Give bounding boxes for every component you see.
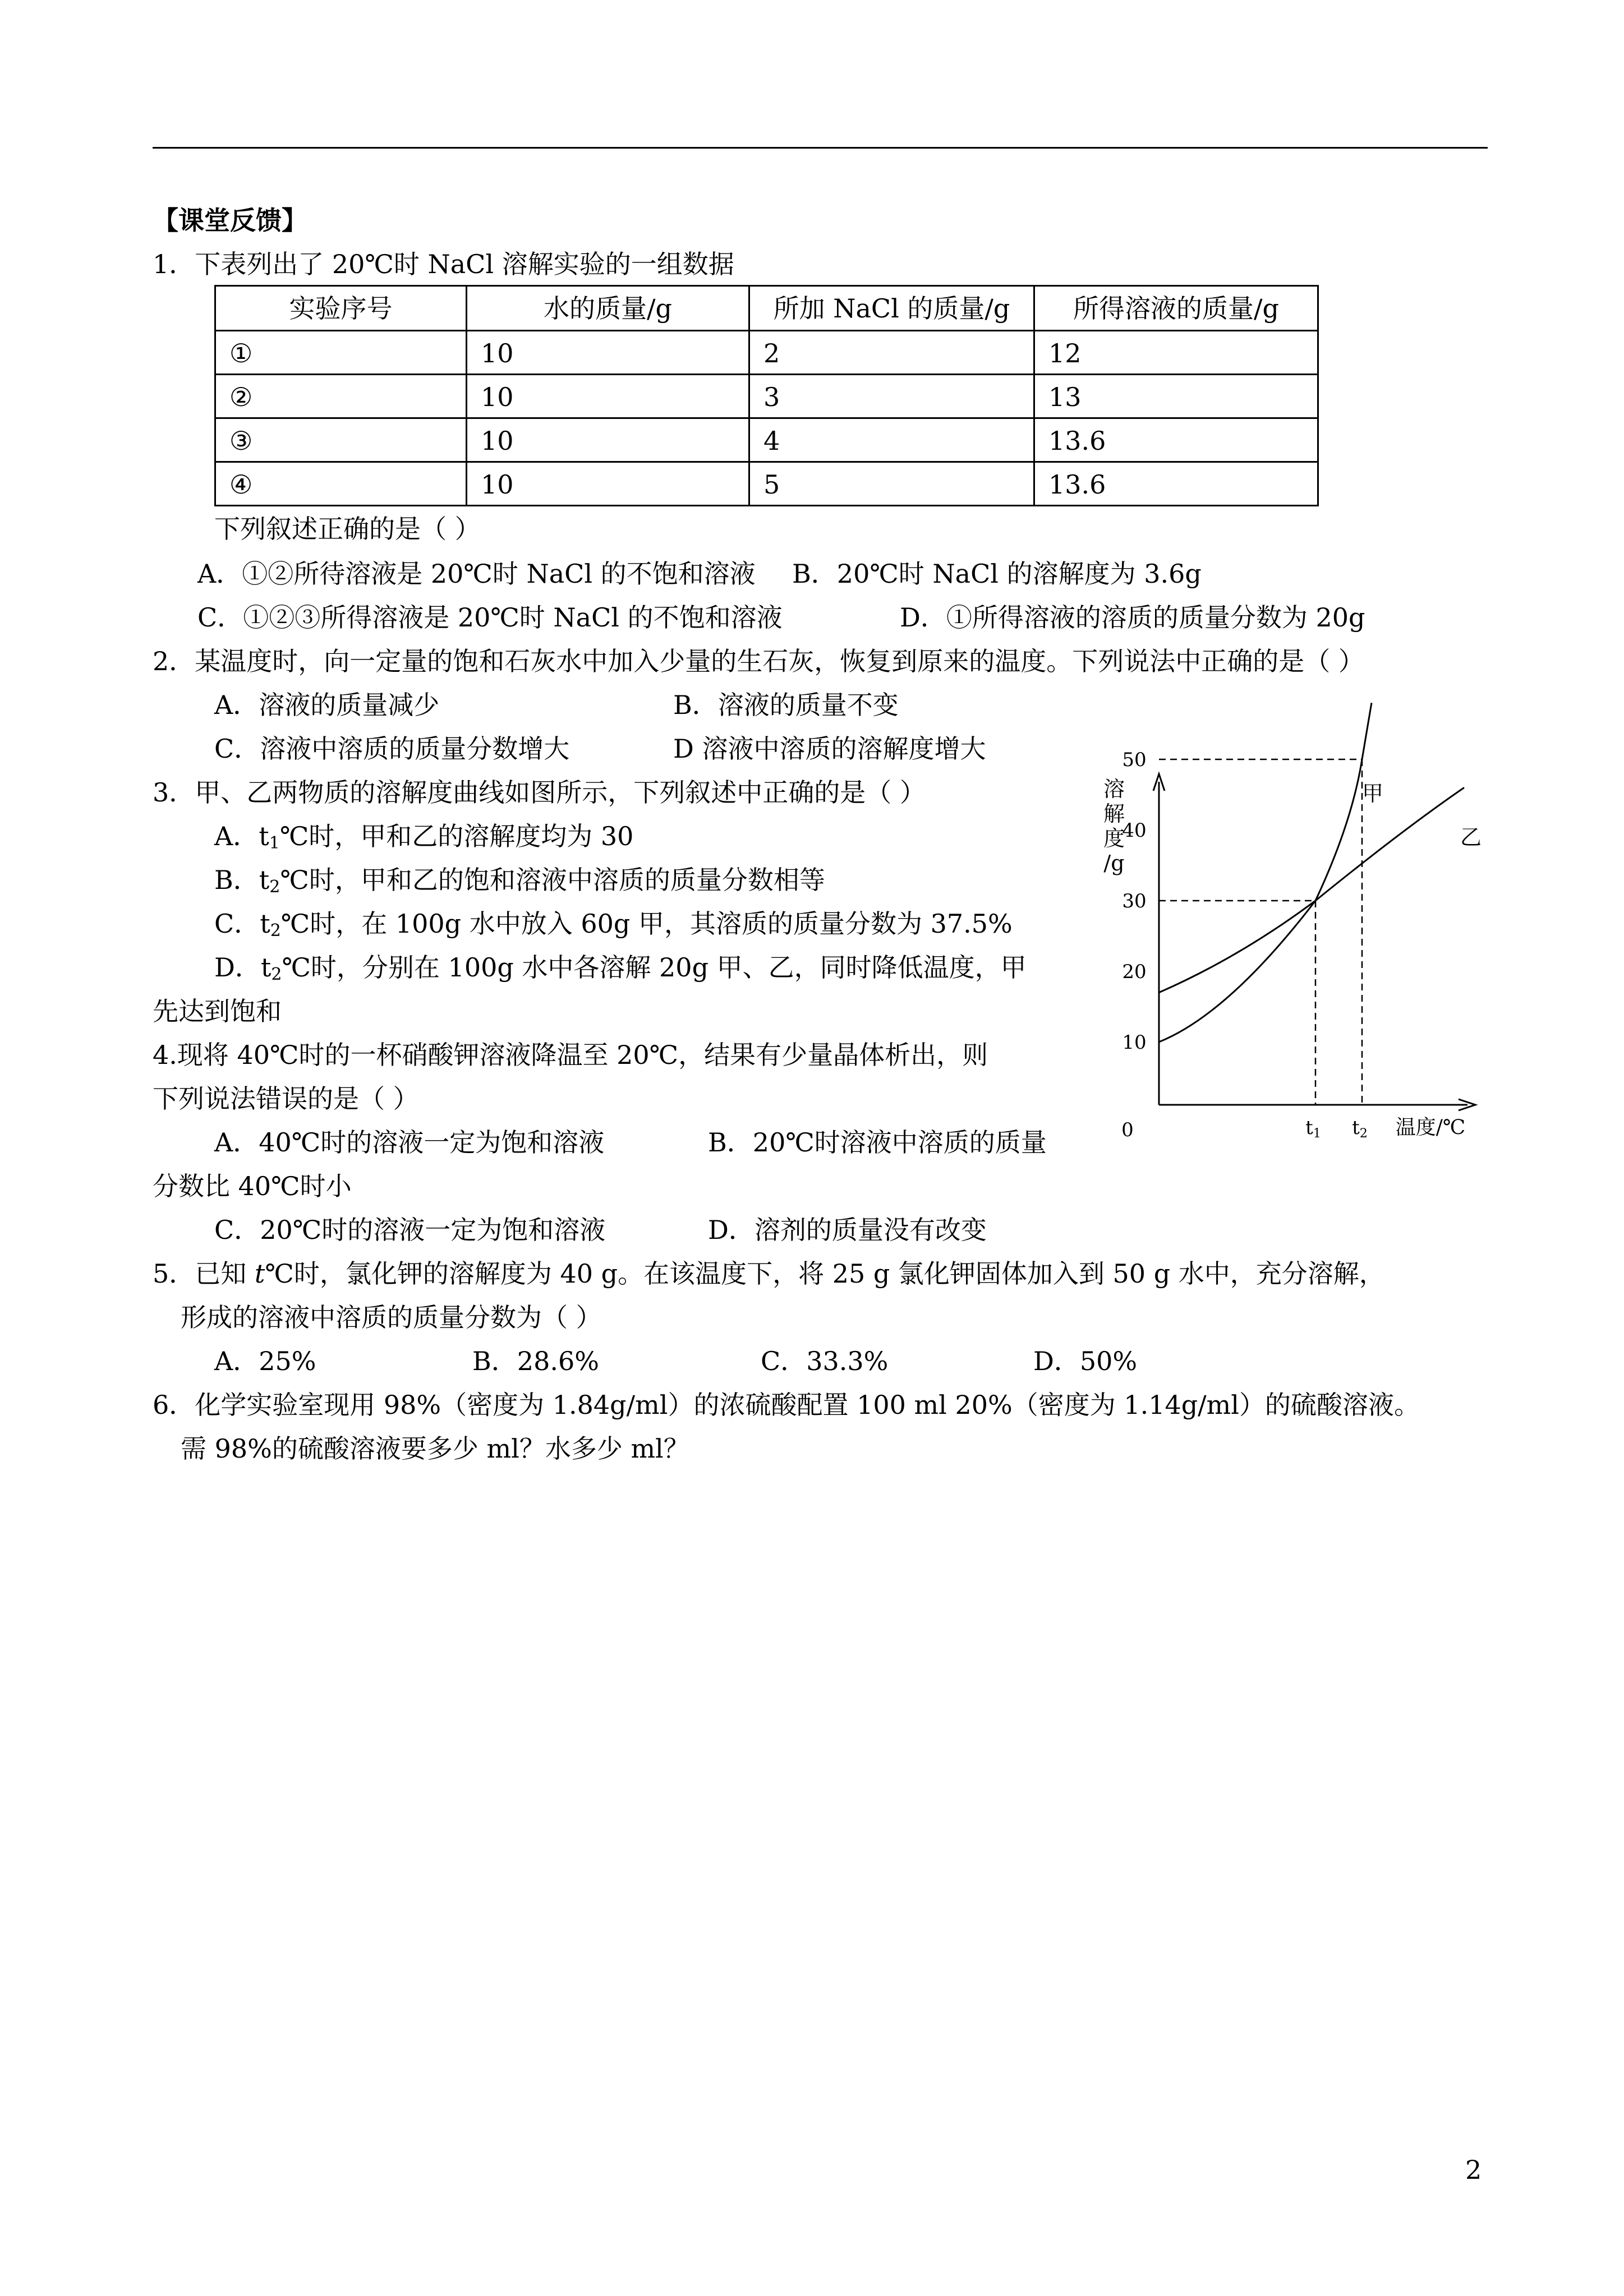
q3-option-d-cont: 先达到饱和 (153, 996, 282, 1026)
y-tick-label: 30 (1122, 890, 1147, 912)
table-cell (1033, 330, 1319, 375)
q3-stem: 3．甲、乙两物质的溶解度曲线如图所示，下列叙述中正确的是（ ） (153, 777, 926, 808)
y-axis-label: 解 (1103, 801, 1125, 826)
q4-option-b: B．20℃时溶液中溶质的质量 (708, 1127, 1047, 1158)
q5-option-c: C．33.3% (761, 1346, 889, 1376)
series-jia-curve (1159, 703, 1372, 1042)
table-cell-text: 3 (763, 382, 780, 412)
table-cell-text: 10 (481, 469, 514, 500)
table-header-cell (1033, 285, 1319, 331)
q5-option-d: D．50% (1033, 1346, 1138, 1376)
series-yi-curve (1159, 787, 1464, 992)
q4-option-b-cont: 分数比 40℃时小 (153, 1171, 352, 1201)
origin-label: 0 (1121, 1119, 1134, 1141)
table-cell-text: 13.6 (1048, 469, 1106, 500)
table-cell-text: 2 (763, 338, 780, 368)
table-header-text: 实验序号 (289, 293, 393, 324)
q2-stem: 2．某温度时，向一定量的饱和石灰水中加入少量的生石灰，恢复到原来的温度。下列说法中正确的是（ ） (153, 646, 1364, 676)
q4-option-d: D．溶剂的质量没有改变 (708, 1215, 987, 1245)
table-cell (748, 374, 1035, 419)
solubility-curve-chart (1088, 749, 1515, 1155)
table-cell-text: ② (229, 382, 253, 412)
q2-option-d: D 溶液中溶质的溶解度增大 (673, 734, 986, 764)
q5-stem-line1: 5．已知 t℃时，氯化钾的溶解度为 40 g。在该温度下，将 25 g 氯化钾固体加入到 50 g 水中，充分溶解， (153, 1258, 1385, 1289)
q1-stem: 1．下表列出了 20℃时 NaCl 溶解实验的一组数据 (153, 249, 734, 279)
y-tick-label: 10 (1122, 1031, 1147, 1054)
series-jia-label: 甲 (1361, 781, 1384, 806)
q1-option-a: A．①②所待溶液是 20℃时 NaCl 的不饱和溶液 (197, 559, 756, 589)
q4-stem-line2: 下列说法错误的是（ ） (153, 1084, 419, 1114)
table-cell (466, 417, 750, 463)
q5-option-a: A．25% (214, 1346, 316, 1376)
q6-stem-line1: 6．化学实验室现用 98%（密度为 1.84g/ml）的浓硫酸配置 100 ml 20%（密度为 1.14g/ml）的硫酸溶液。 (153, 1390, 1420, 1420)
q6-stem-line2: 需 98%的硫酸溶液要多少 ml？水多少 ml？ (181, 1433, 689, 1464)
table-cell (214, 374, 467, 419)
q4-option-a: A．40℃时的溶液一定为饱和溶液 (214, 1127, 605, 1158)
table-cell-text: 13.6 (1048, 426, 1106, 456)
table-header-text: 水的质量/g (544, 293, 672, 324)
table-header-cell (748, 285, 1035, 331)
table-cell (466, 461, 750, 506)
table-cell (748, 461, 1035, 506)
table-header-cell (214, 285, 467, 331)
table-cell-text: 10 (481, 426, 514, 456)
q4-option-c: C．20℃时的溶液一定为饱和溶液 (214, 1215, 606, 1245)
x-tick-label: t2 (1352, 1117, 1368, 1141)
q5-option-b: B．28.6% (472, 1346, 599, 1376)
table-cell-text: ③ (229, 426, 253, 456)
y-tick-label: 50 (1122, 749, 1147, 771)
q1-option-d: D．①所得溶液的溶质的质量分数为 20g (900, 602, 1365, 633)
table-cell (466, 330, 750, 375)
y-tick-label: 20 (1122, 961, 1147, 983)
table-cell (466, 374, 750, 419)
x-axis-label: 温度/℃ (1395, 1116, 1466, 1139)
table-cell-text: 4 (763, 426, 780, 456)
q1-question: 下列叙述正确的是（ ） (214, 514, 481, 544)
series-yi-label: 乙 (1460, 825, 1482, 850)
q5-stem-line2: 形成的溶液中溶质的质量分数为（ ） (181, 1302, 602, 1333)
q4-stem-line1: 4.现将 40℃时的一杯硝酸钾溶液降温至 20℃，结果有少量晶体析出，则 (153, 1040, 988, 1070)
table-cell-text: 10 (481, 338, 514, 368)
y-axis-label: 度 (1103, 826, 1125, 851)
x-tick-label: t1 (1305, 1117, 1321, 1141)
q1-option-b: B．20℃时 NaCl 的溶解度为 3.6g (792, 559, 1202, 589)
table-cell (748, 417, 1035, 463)
table-cell (1033, 417, 1319, 463)
table-cell-text: ① (229, 338, 253, 368)
y-axis-label: 溶 (1103, 777, 1125, 801)
table-cell-text: 12 (1048, 338, 1082, 368)
q3-option-d: D．$t_2℃$时，分别在 100g 水中各溶解 20g 甲、乙，同时降低温度，甲 (214, 952, 1027, 984)
table-cell-text: 13 (1048, 382, 1082, 412)
y-axis-label: /g (1103, 851, 1125, 875)
table-cell (214, 461, 467, 506)
q3-option-a: A．$t_1℃$时，甲和乙的溶解度均为 30 (214, 821, 634, 853)
table-cell-text: 10 (481, 382, 514, 412)
table-cell (214, 417, 467, 463)
q2-option-a: A．溶液的质量减少 (214, 690, 440, 720)
table-cell (748, 330, 1035, 375)
q2-option-b: B．溶液的质量不变 (673, 690, 899, 720)
header-rule (153, 147, 1488, 149)
table-header-text: 所得溶液的质量/g (1073, 293, 1279, 324)
table-cell (214, 330, 467, 375)
table-cell-text: 5 (763, 469, 780, 500)
table-cell-text: ④ (229, 469, 253, 500)
y-tick-label: 40 (1122, 819, 1147, 842)
q3-option-c: C．$t_2℃$时，在 100g 水中放入 60g 甲，其溶质的质量分数为 37.5% (214, 909, 1013, 940)
q1-option-c: C．①②③所得溶液是 20℃时 NaCl 的不饱和溶液 (197, 602, 783, 633)
section-title: 【课堂反馈】 (153, 205, 307, 236)
table-cell (1033, 461, 1319, 506)
q2-option-c: C．溶液中溶质的质量分数增大 (214, 734, 570, 764)
q3-option-b: B．$t_2℃$时，甲和乙的饱和溶液中溶质的质量分数相等 (214, 865, 825, 897)
table-header-cell (466, 285, 750, 331)
page-number: 2 (1465, 2155, 1482, 2185)
table-header-text: 所加 NaCl 的质量/g (773, 293, 1010, 324)
table-cell (1033, 374, 1319, 419)
